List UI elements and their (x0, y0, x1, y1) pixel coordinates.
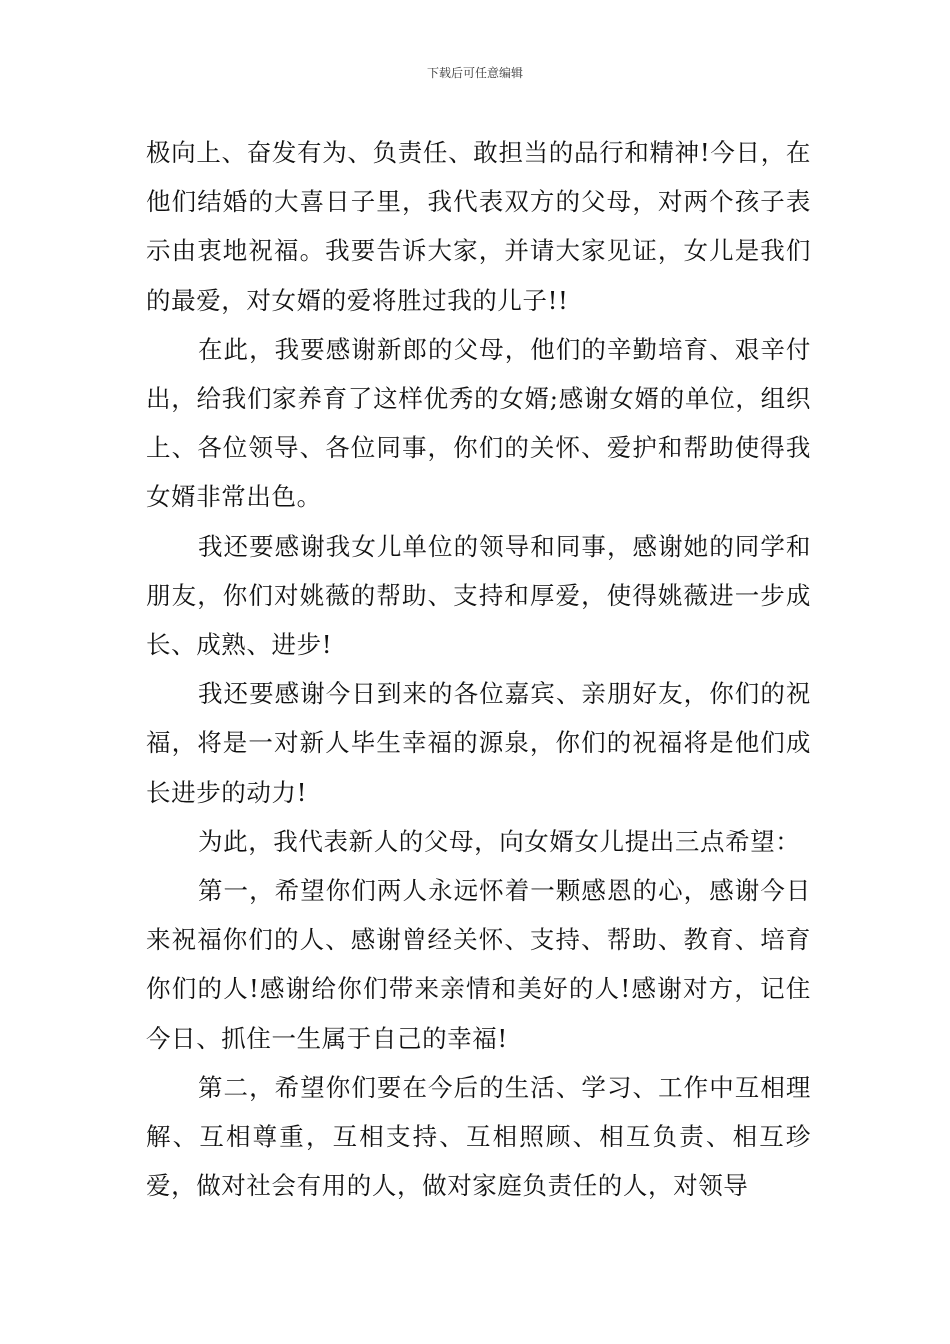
paragraph-6: 第一，希望你们两人永远怀着一颗感恩的心，感谢今日来祝福你们的人、感谢曾经关怀、支持、帮助、教育、培育你们的人!感谢给你们带来亲情和美好的人!感谢对方，记住今日、抓住一生属于自己的幸福! (146, 876, 811, 1053)
paragraph-5: 为此，我代表新人的父母，向女婿女儿提出三点希望： (198, 826, 801, 856)
paragraph-2: 在此，我要感谢新郎的父母，他们的辛勤培育、艰辛付出，给我们家养育了这样优秀的女婿;感谢女婿的单位，组织上、各位领导、各位同事，你们的关怀、爱护和帮助使得我女婿非常出色。 (146, 334, 811, 512)
paragraph-4: 我还要感谢今日到来的各位嘉宾、亲朋好友，你们的祝福，将是一对新人毕生幸福的源泉，你们的祝福将是他们成长进步的动力! (146, 679, 811, 807)
paragraph-3: 我还要感谢我女儿单位的领导和同事，感谢她的同学和朋友，你们对姚薇的帮助、支持和厚爱，使得姚薇进一步成长、成熟、进步! (146, 531, 811, 660)
document-body (146, 128, 811, 1210)
page-header: 下载后可任意编辑 (426, 66, 523, 80)
paragraph-1: 极向上、奋发有为、负责任、敢担当的品行和精神!今日，在他们结婚的大喜日子里，我代表双方的父母，对两个孩子表示由衷地祝福。我要告诉大家，并请大家见证，女儿是我们的最爱，对女婿的爱将胜过我的儿子!! (146, 138, 811, 315)
paragraph-7: 第二，希望你们要在今后的生活、学习、工作中互相理解、互相尊重，互相支持、互相照顾、相互负责、相互珍爱，做对社会有用的人，做对家庭负责任的人，对领导 (146, 1072, 811, 1201)
